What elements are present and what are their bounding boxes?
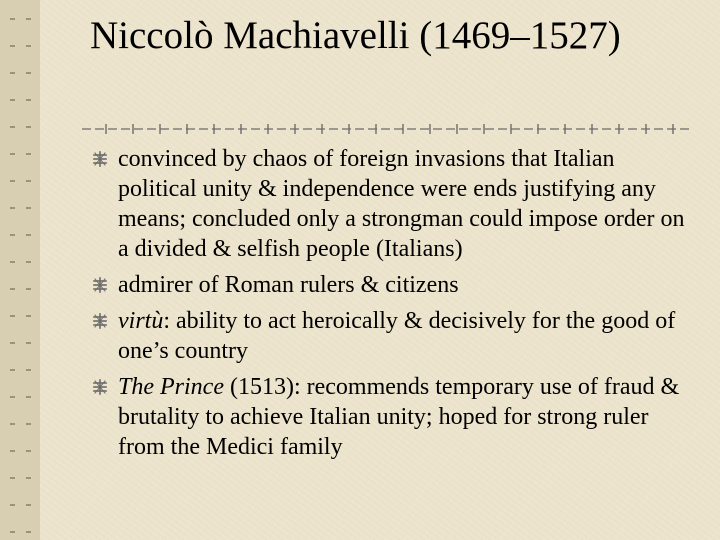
bullet-text: (1513): recommends temporary use of fraud & brutality to achieve Italian unity; hoped for strong ruler from the Medici family [118, 374, 680, 460]
binding-stitches [0, 0, 40, 540]
cross-stitch-bullet-icon [92, 277, 108, 293]
bullet-text: admirer of Roman rulers & citizens [118, 272, 459, 298]
cross-stitch-bullet-icon [92, 313, 108, 329]
italic-term: The Prince [118, 374, 224, 400]
bullet-item [92, 372, 692, 462]
bullet-item [92, 144, 692, 264]
bullet-text: convinced by chaos of foreign invasions that Italian political unity & independence were ends justifying any means; concluded only a strongman could impose order on a divided & selfish people (Italians) [118, 146, 685, 262]
bullet-item [92, 270, 692, 300]
binding-strip [0, 0, 40, 540]
bullet-list [92, 144, 692, 468]
slide-title: Niccolò Machiavelli (1469–1527) [90, 14, 621, 57]
cross-stitch-bullet-icon [92, 151, 108, 167]
stitched-divider [82, 122, 692, 136]
bullet-item [92, 306, 692, 366]
italic-term: virtù [118, 308, 164, 334]
cross-stitch-bullet-icon [92, 379, 108, 395]
bullet-text: : ability to act heroically & decisively for the good of one’s country [118, 308, 676, 364]
